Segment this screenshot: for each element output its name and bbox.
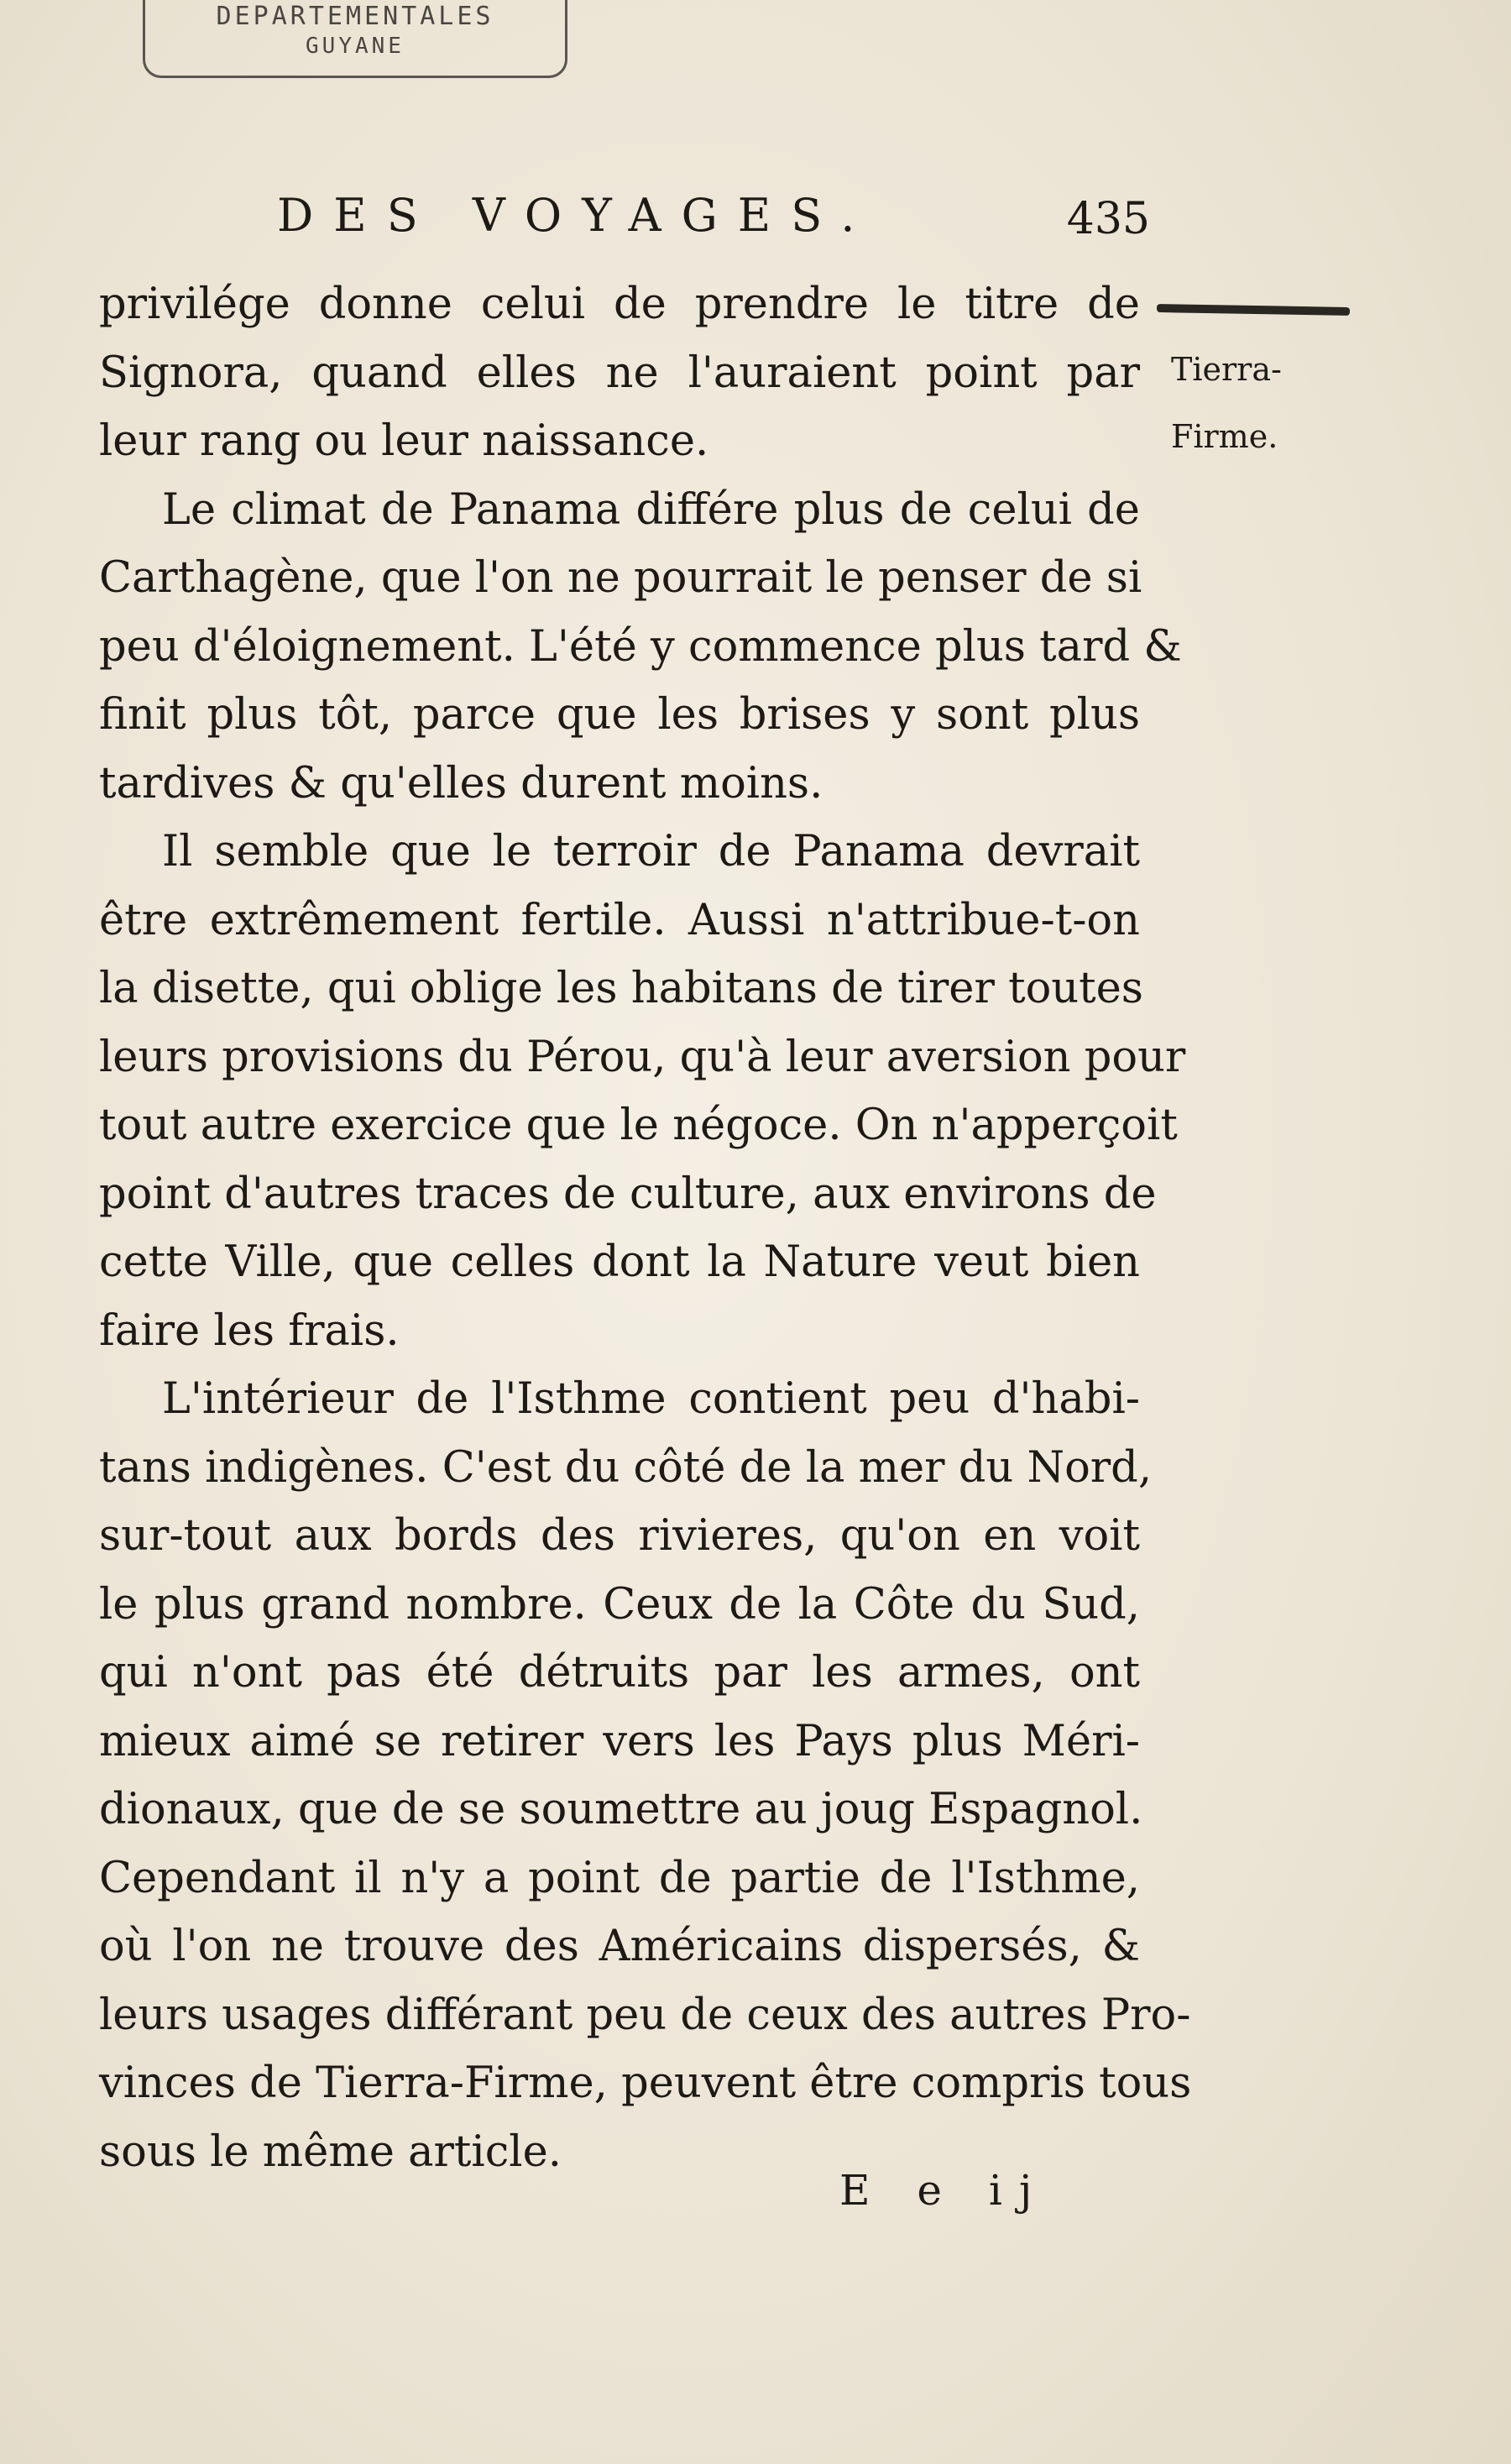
text-line: Cependant il n'y a point de partie de l'Isthme, — [99, 1853, 1140, 1903]
text-line: faire les frais. — [99, 1305, 400, 1356]
signature-mark: E e ij — [839, 2166, 1049, 2215]
text-line: tardives & qu'elles durent moins. — [99, 758, 823, 808]
text-line: la disette, qui oblige les habitans de tirer toutes — [99, 964, 1143, 1013]
margin-note — [1171, 336, 1282, 470]
text-line: Il semble que le terroir de Panama devrait — [162, 827, 1140, 876]
page-number: 435 — [1066, 194, 1150, 244]
text-line: leur rang ou leur naissance. — [99, 416, 709, 466]
text-line: point d'autres traces de culture, aux environs de — [99, 1169, 1157, 1219]
text-line: leurs usages différant peu de ceux des autres Pro- — [99, 1990, 1191, 2040]
text-line: mieux aimé se retirer vers les Pays plus Méri- — [99, 1716, 1140, 1766]
text-line: sur-tout aux bords des rivieres, qu'on en voit — [99, 1511, 1140, 1561]
body-text — [99, 270, 1192, 2186]
text-line: être extrêmement fertile. Aussi n'attribue-t-on — [99, 895, 1140, 945]
stamp-line-2: GUYANE — [306, 34, 405, 59]
stamp-line-1: DEPARTEMENTALES — [216, 2, 494, 31]
text-line: Carthagène, que l'on ne pourrait le penser de si — [99, 553, 1142, 603]
library-stamp — [143, 0, 567, 78]
text-line: Signora, quand elles ne l'auraient point par — [99, 348, 1140, 398]
text-line: sous le même article. — [99, 2127, 562, 2177]
text-line: le plus grand nombre. Ceux de la Côte du Sud, — [99, 1579, 1140, 1630]
running-header — [277, 189, 1150, 256]
text-line: privilége donne celui de prendre le titre de — [99, 280, 1140, 329]
text-line: finit plus tôt, parce que les brises y sont plus — [99, 690, 1140, 740]
margin-note-line-2: Firme. — [1171, 418, 1278, 455]
text-line: leurs provisions du Pérou, qu'à leur aversion pour — [99, 1032, 1186, 1082]
text-line: cette Ville, que celles dont la Nature veut bien — [99, 1237, 1140, 1287]
running-title: DES VOYAGES. — [277, 189, 876, 242]
text-line: tans indigènes. C'est du côté de la mer du Nord, — [99, 1442, 1153, 1493]
text-line: tout autre exercice que le négoce. On n'apperçoit — [99, 1101, 1178, 1150]
text-line: peu d'éloignement. L'été y commence plus tard & — [99, 621, 1182, 672]
margin-note-line-1: Tierra- — [1171, 351, 1282, 388]
text-line: qui n'ont pas été détruits par les armes, ont — [99, 1648, 1140, 1698]
text-line: où l'on ne trouve des Américains dispersés, & — [99, 1922, 1140, 1971]
text-line: L'intérieur de l'Isthme contient peu d'habi- — [162, 1374, 1140, 1424]
text-line: vinces de Tierra-Firme, peuvent être compris tous — [99, 2059, 1192, 2108]
margin-rule — [1157, 304, 1350, 316]
text-line: dionaux, que de se soumettre au joug Espagnol. — [99, 1785, 1143, 1834]
text-line: Le climat de Panama différe plus de celui de — [162, 484, 1140, 535]
